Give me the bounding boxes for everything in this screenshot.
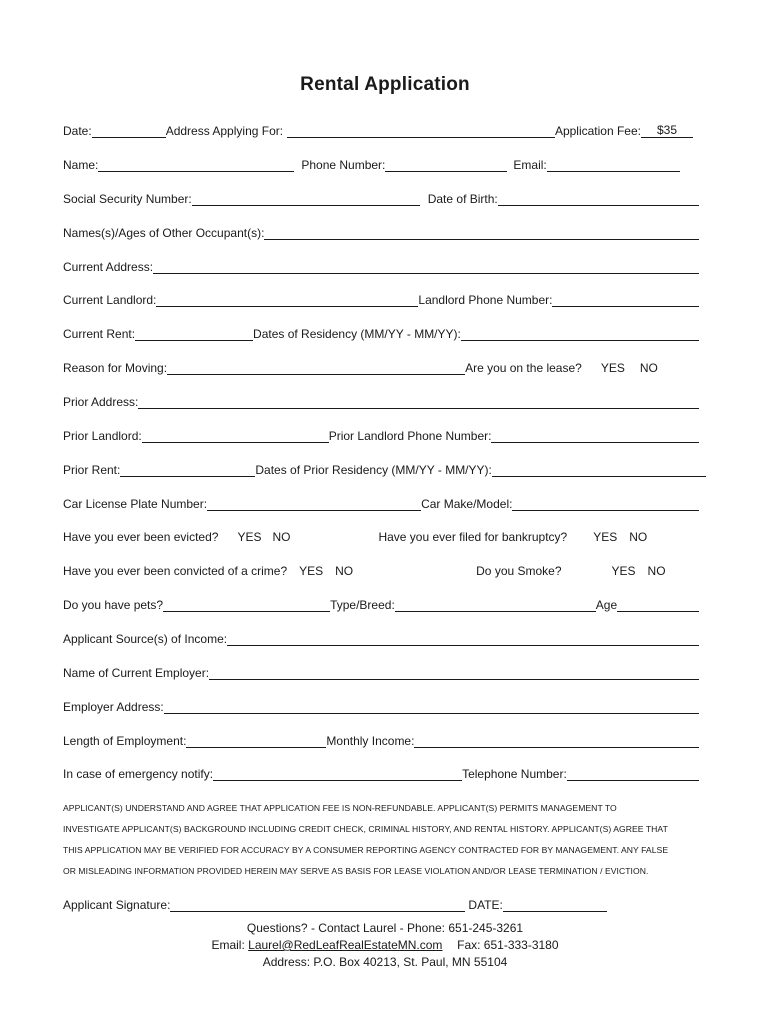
prior-rent-field[interactable] (120, 463, 255, 477)
bankruptcy-label: Have you ever filed for bankruptcy? (378, 530, 568, 544)
row-car (63, 491, 699, 511)
bankruptcy-yes[interactable]: YES (593, 530, 618, 544)
monthly-income-field[interactable] (414, 734, 699, 748)
name-label: Name: (63, 158, 99, 172)
contact-address: Address: P.O. Box 40213, St. Paul, MN 55104 (262, 955, 508, 969)
row-crime-smoke (63, 558, 699, 578)
age-label: Age (595, 598, 618, 612)
contact-questions: Questions? - Contact Laurel - Phone: 651-245-3261 (246, 921, 524, 935)
current-landlord-label: Current Landlord: (63, 293, 157, 307)
income-source-field[interactable] (227, 632, 699, 646)
row-emergency (63, 761, 699, 781)
prior-landlord-label: Prior Landlord: (63, 429, 142, 443)
employment-length-field[interactable] (186, 734, 326, 748)
row-reason-moving (63, 355, 699, 375)
car-make-field[interactable] (512, 497, 699, 511)
smoke-no[interactable]: NO (647, 564, 666, 578)
signature-label: Applicant Signature: (63, 898, 171, 912)
row-pets (63, 592, 699, 612)
fax-text: Fax: 651-333-3180 (457, 938, 559, 952)
email-link[interactable]: Laurel@RedLeafRealEstateMN.com (248, 938, 443, 952)
telephone-label: Telephone Number: (462, 767, 567, 781)
application-fee-value: $35 (656, 123, 678, 137)
name-field[interactable] (98, 158, 294, 172)
application-fee-label: Application Fee: (554, 124, 641, 138)
row-evicted-bankruptcy (63, 524, 699, 544)
plate-label: Car License Plate Number: (63, 497, 208, 511)
pets-label: Do you have pets? (63, 598, 164, 612)
current-rent-label: Current Rent: (63, 327, 136, 341)
row-signature (63, 892, 607, 912)
employer-field[interactable] (209, 666, 699, 680)
address-applying-field[interactable] (287, 124, 555, 138)
email-prefix: Email: (211, 938, 245, 952)
email-field[interactable] (547, 158, 680, 172)
landlord-phone-field[interactable] (552, 293, 699, 307)
disclaimer-line-1: APPLICANT(S) UNDERSTAND AND AGREE THAT APPLICATION FEE IS NON-REFUNDABLE. APPLICANT(S) PERMITS MANAGEMENT TO (63, 803, 617, 813)
current-address-field[interactable] (153, 260, 699, 274)
smoke-yes[interactable]: YES (611, 564, 636, 578)
dob-label: Date of Birth: (427, 192, 498, 206)
phone-field[interactable] (385, 158, 507, 172)
income-source-label: Applicant Source(s) of Income: (63, 632, 228, 646)
row-occupants (63, 220, 699, 240)
emergency-field[interactable] (213, 767, 462, 781)
on-lease-label: Are you on the lease? (465, 361, 582, 375)
row-income-source (63, 626, 699, 646)
row-date-address-fee (63, 118, 699, 138)
current-landlord-field[interactable] (156, 293, 418, 307)
breed-field[interactable] (395, 598, 596, 612)
dob-field[interactable] (498, 192, 699, 206)
employer-address-field[interactable] (164, 700, 699, 714)
prior-dates-field[interactable] (492, 463, 706, 477)
monthly-income-label: Monthly Income: (326, 734, 415, 748)
bankruptcy-no[interactable]: NO (629, 530, 648, 544)
row-ssn-dob (63, 186, 699, 206)
reason-moving-label: Reason for Moving: (63, 361, 168, 375)
date-label: Date: (63, 124, 92, 138)
evicted-no[interactable]: NO (272, 530, 291, 544)
row-employment-length (63, 728, 699, 748)
current-address-label: Current Address: (63, 260, 154, 274)
crime-label: Have you ever been convicted of a crime? (63, 564, 288, 578)
employer-address-label: Employer Address: (63, 700, 164, 714)
car-make-label: Car Make/Model: (421, 497, 513, 511)
evicted-yes[interactable]: YES (237, 530, 262, 544)
disclaimer-line-2: INVESTIGATE APPLICANT(S) BACKGROUND INCLUDING CREDIT CHECK, CRIMINAL HISTORY, AND RENTAL HISTORY. APPLICANT(S) AGREE THAT (63, 824, 668, 834)
disclaimer-line-4: OR MISLEADING INFORMATION PROVIDED HEREIN MAY SERVE AS BASIS FOR LEASE VIOLATION AND/OR LEASE TERMINATION / EVICTION. (63, 866, 649, 876)
pets-field[interactable] (163, 598, 330, 612)
prior-landlord-field[interactable] (142, 429, 329, 443)
row-prior-landlord (63, 423, 699, 443)
dates-residency-field[interactable] (461, 327, 699, 341)
row-current-address (63, 254, 699, 274)
disclaimer (63, 798, 723, 882)
breed-label: Type/Breed: (330, 598, 395, 612)
emergency-label: In case of emergency notify: (63, 767, 214, 781)
reason-moving-field[interactable] (167, 361, 465, 375)
row-name-phone-email (63, 152, 699, 172)
smoke-label: Do you Smoke? (476, 564, 562, 578)
prior-address-label: Prior Address: (63, 395, 139, 409)
disclaimer-line-3: THIS APPLICATION MAY BE VERIFIED FOR ACCURACY BY A CONSUMER REPORTING AGENCY CONTRACTED FOR BY MANAGEMENT. ANY FALSE (63, 845, 669, 855)
crime-yes[interactable]: YES (299, 564, 324, 578)
address-applying-label: Address Applying For: (165, 124, 284, 138)
ssn-field[interactable] (192, 192, 420, 206)
row-employer (63, 660, 699, 680)
row-employer-address (63, 694, 699, 714)
ssn-label: Social Security Number: (63, 192, 192, 206)
application-fee-field[interactable] (641, 124, 693, 138)
evicted-label: Have you ever been evicted? (63, 530, 219, 544)
signature-date-label: DATE: (468, 898, 503, 912)
dates-residency-label: Dates of Residency (MM/YY - MM/YY): (253, 327, 461, 341)
signature-field[interactable] (170, 898, 465, 912)
row-prior-address (63, 389, 699, 409)
page-title: Rental Application (300, 74, 470, 95)
plate-field[interactable] (207, 497, 421, 511)
phone-label: Phone Number: (301, 158, 386, 172)
date-field[interactable] (92, 124, 166, 138)
age-field[interactable] (617, 598, 699, 612)
current-rent-field[interactable] (135, 327, 253, 341)
employer-label: Name of Current Employer: (63, 666, 210, 680)
occupants-field[interactable] (264, 226, 699, 240)
prior-landlord-phone-field[interactable] (491, 429, 699, 443)
row-prior-rent (63, 457, 706, 477)
prior-landlord-phone-label: Prior Landlord Phone Number: (328, 429, 492, 443)
prior-dates-label: Dates of Prior Residency (MM/YY - MM/YY): (255, 463, 492, 477)
on-lease-yes[interactable]: YES (600, 361, 625, 375)
occupants-label: Names(s)/Ages of Other Occupant(s): (63, 226, 265, 240)
row-current-landlord (63, 287, 699, 307)
prior-address-field[interactable] (138, 395, 699, 409)
telephone-field[interactable] (567, 767, 699, 781)
prior-rent-label: Prior Rent: (63, 463, 121, 477)
email-label: Email: (513, 158, 547, 172)
employment-length-label: Length of Employment: (63, 734, 187, 748)
contact-email-row (0, 937, 770, 954)
row-current-rent (63, 321, 699, 341)
signature-date-field[interactable] (503, 898, 607, 912)
on-lease-no[interactable]: NO (639, 361, 658, 375)
landlord-phone-label: Landlord Phone Number: (418, 293, 553, 307)
crime-no[interactable]: NO (335, 564, 354, 578)
